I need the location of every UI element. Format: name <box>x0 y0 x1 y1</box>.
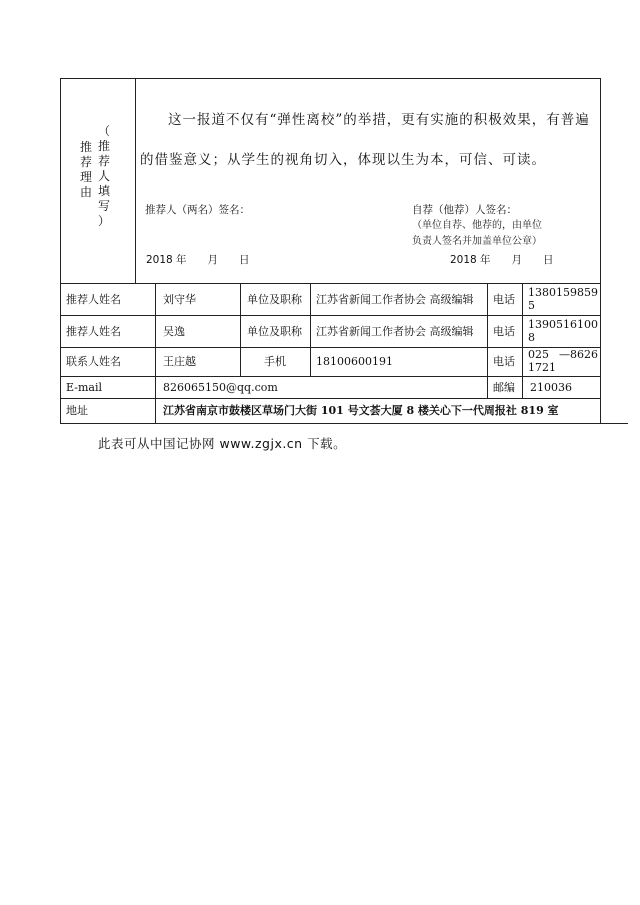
reason-label-char: 推 <box>79 140 92 154</box>
contact-phone-label: 电话 <box>493 355 515 368</box>
signature-note-line1: （单位自荐、他荐的，由单位 <box>412 220 542 231</box>
table-left-border <box>60 78 61 424</box>
reason-label-char: 荐 <box>97 154 110 168</box>
contact-mobile-label: 手机 <box>264 355 286 368</box>
col-divider-name <box>240 283 241 377</box>
col-divider-phone-label <box>522 283 523 399</box>
reason-label-divider <box>135 78 136 284</box>
address-label: 地址 <box>66 404 88 417</box>
self-recommend-signature-label: 自荐（他荐）人签名： <box>412 204 517 216</box>
reason-label-char: （ <box>97 124 110 138</box>
recommender-2-phone-label: 电话 <box>493 325 515 338</box>
recommender-1-label: 推荐人姓名 <box>66 293 121 306</box>
reason-label-sub <box>96 124 112 229</box>
email-label: E-mail <box>66 381 102 394</box>
col-divider-label <box>155 283 156 424</box>
reason-label-char: 推 <box>97 139 110 153</box>
left-date: 2018 年 月 日 <box>146 254 250 266</box>
address-value: 江苏省南京市鼓楼区草场门大街 101 号文荟大厦 8 楼关心下一代周报社 819 室 <box>163 404 559 417</box>
reason-text: 这一报道不仅有“弹性离校”的举措，更有实施的积极效果，有普遍的借鉴意义；从学生的视角切入，体现以生为本，可信、可读。 <box>140 112 590 168</box>
reason-label-char: 理 <box>79 170 92 184</box>
recommender-2-phone: 13905161008 <box>528 318 598 344</box>
row-divider-3 <box>60 347 600 348</box>
reason-label-char: ） <box>97 214 110 228</box>
reason-label-main <box>78 140 94 200</box>
right-date: 2018 年 月 日 <box>450 254 554 266</box>
recommender-2-label: 推荐人姓名 <box>66 325 121 338</box>
contact-label: 联系人姓名 <box>66 355 121 368</box>
contact-phone: 025 —86261721 <box>528 348 598 374</box>
recommender-2-unit-label: 单位及职称 <box>247 325 302 338</box>
recommender-signature-label: 推荐人（两名）签名： <box>145 204 250 216</box>
download-note: 此表可从中国记协网 www.zgjx.cn 下载。 <box>98 436 347 451</box>
postcode-value: 210036 <box>530 381 572 394</box>
recommender-1-phone: 13801598595 <box>528 286 598 312</box>
row-divider-2 <box>60 315 600 316</box>
reason-label-char: 人 <box>97 169 110 183</box>
col-divider-mid <box>310 283 311 377</box>
contact-mobile: 18100600191 <box>316 355 393 368</box>
recommender-1-name: 刘守华 <box>163 293 196 306</box>
table-bottom-border <box>60 423 628 424</box>
reason-label-char: 填 <box>97 184 110 198</box>
reason-label-char: 写 <box>97 199 110 213</box>
recommender-2-unit: 江苏省新闻工作者协会 高级编辑 <box>316 325 474 338</box>
recommender-1-unit-label: 单位及职称 <box>247 293 302 306</box>
email-value: 826065150@qq.com <box>163 381 278 394</box>
recommender-1-phone-label: 电话 <box>493 293 515 306</box>
table-top-border <box>60 78 600 79</box>
postcode-label: 邮编 <box>493 381 515 394</box>
recommender-2-name: 吴逸 <box>163 325 185 338</box>
reason-label-char: 由 <box>79 185 92 199</box>
row-divider-4 <box>60 376 600 377</box>
row-divider-5 <box>60 398 600 399</box>
table-right-border <box>600 78 601 424</box>
reason-label-char: 荐 <box>79 155 92 169</box>
col-divider-unit <box>487 283 488 399</box>
contact-name: 王庄越 <box>163 355 196 368</box>
row-divider-1 <box>60 283 600 284</box>
recommender-1-unit: 江苏省新闻工作者协会 高级编辑 <box>316 293 474 306</box>
signature-note-line2: 负责人签名并加盖单位公章） <box>412 236 542 247</box>
